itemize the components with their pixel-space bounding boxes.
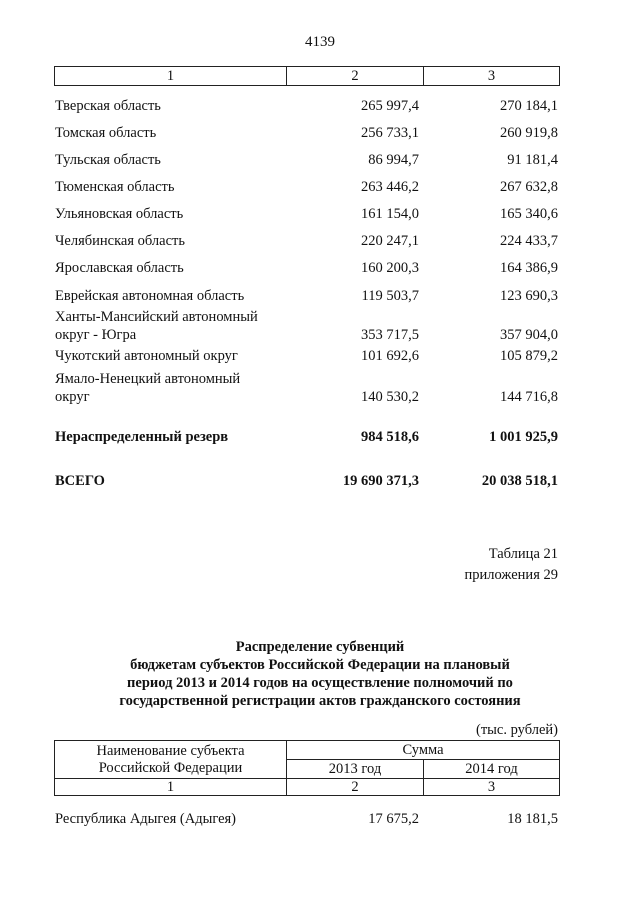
value-2013: 86 994,7 bbox=[368, 152, 419, 168]
region-name: Челябинская область bbox=[55, 233, 185, 249]
value-2013: 220 247,1 bbox=[361, 233, 419, 249]
value-2013: 353 717,5 bbox=[361, 327, 419, 343]
total-2013: 19 690 371,3 bbox=[342, 473, 419, 489]
sum-header: Сумма bbox=[287, 741, 559, 760]
value-2013: 160 200,3 bbox=[361, 260, 419, 276]
region-name-line1: Ханты-Мансийский автономный bbox=[55, 309, 258, 325]
column-number-header bbox=[54, 66, 560, 86]
appendix-number: приложения 29 bbox=[464, 567, 558, 583]
region-name: Томская область bbox=[55, 125, 157, 141]
title-line-4: государственной регистрации актов гражданского состояния bbox=[119, 693, 521, 709]
region-name-line1: Ямало-Ненецкий автономный bbox=[55, 371, 241, 387]
value-2013: 101 692,6 bbox=[361, 348, 419, 364]
value-2014: 165 340,6 bbox=[500, 206, 558, 222]
year-2013-header: 2013 год bbox=[287, 760, 424, 779]
reserve-2014: 1 001 925,9 bbox=[489, 429, 558, 445]
value-2014: 164 386,9 bbox=[500, 260, 558, 276]
region-name: Республика Адыгея (Адыгея) bbox=[55, 811, 237, 827]
value-2014: 357 904,0 bbox=[500, 327, 558, 343]
value-2013: 17 675,2 bbox=[368, 811, 419, 827]
region-name: Тюменская область bbox=[55, 179, 175, 195]
column-3-number: 3 bbox=[487, 68, 496, 84]
title-line-1: Распределение субвенций bbox=[235, 639, 405, 655]
value-2013: 161 154,0 bbox=[361, 206, 419, 222]
region-name: Тверская область bbox=[55, 98, 161, 114]
subject-name-header-line1: Наименование субъекта bbox=[96, 743, 245, 759]
column-2-number: 2 bbox=[287, 67, 424, 85]
page-number: 4139 bbox=[305, 34, 335, 50]
region-name-line2: округ - Югра bbox=[55, 327, 137, 343]
value-2014: 270 184,1 bbox=[500, 98, 558, 114]
column-1-number: 1 bbox=[55, 779, 287, 795]
value-2014: 267 632,8 bbox=[500, 179, 558, 195]
value-2013: 119 503,7 bbox=[361, 288, 419, 304]
value-2013: 263 446,2 bbox=[361, 179, 419, 195]
year-2014-header: 2014 год bbox=[424, 760, 559, 779]
table-number: Таблица 21 bbox=[488, 546, 558, 562]
value-2013: 140 530,2 bbox=[361, 389, 419, 405]
total-2014: 20 038 518,1 bbox=[481, 473, 558, 489]
reserve-label: Нераспределенный резерв bbox=[55, 429, 229, 445]
column-1-number: 1 bbox=[55, 67, 287, 85]
subject-name-header-line2: Российской Федерации bbox=[98, 760, 243, 776]
subject-name-header bbox=[55, 741, 287, 779]
value-2014: 123 690,3 bbox=[500, 288, 558, 304]
value-2014: 260 919,8 bbox=[500, 125, 558, 141]
value-2013: 265 997,4 bbox=[361, 98, 419, 114]
value-2014: 224 433,7 bbox=[500, 233, 558, 249]
region-name: Еврейская автономная область bbox=[55, 288, 245, 304]
region-name: Чукотский автономный округ bbox=[55, 348, 238, 364]
value-2014: 105 879,2 bbox=[500, 348, 558, 364]
region-name-line2: округ bbox=[55, 389, 90, 405]
total-label: ВСЕГО bbox=[55, 473, 105, 489]
title-line-2: бюджетам субъектов Российской Федерации на плановый bbox=[130, 657, 510, 673]
value-2014: 91 181,4 bbox=[507, 152, 558, 168]
unit-label: (тыс. рублей) bbox=[476, 722, 558, 738]
column-3-number: 3 bbox=[487, 779, 496, 795]
region-name: Тульская область bbox=[55, 152, 161, 168]
value-2014: 18 181,5 bbox=[507, 811, 558, 827]
reserve-2013: 984 518,6 bbox=[361, 429, 419, 445]
column-2-number: 2 bbox=[287, 779, 424, 795]
table-header bbox=[54, 740, 560, 796]
value-2014: 144 716,8 bbox=[500, 389, 558, 405]
title-line-3: период 2013 и 2014 годов на осуществление полномочий по bbox=[127, 675, 513, 691]
value-2013: 256 733,1 bbox=[361, 125, 419, 141]
region-name: Ярославская область bbox=[55, 260, 184, 276]
region-name: Ульяновская область bbox=[55, 206, 184, 222]
